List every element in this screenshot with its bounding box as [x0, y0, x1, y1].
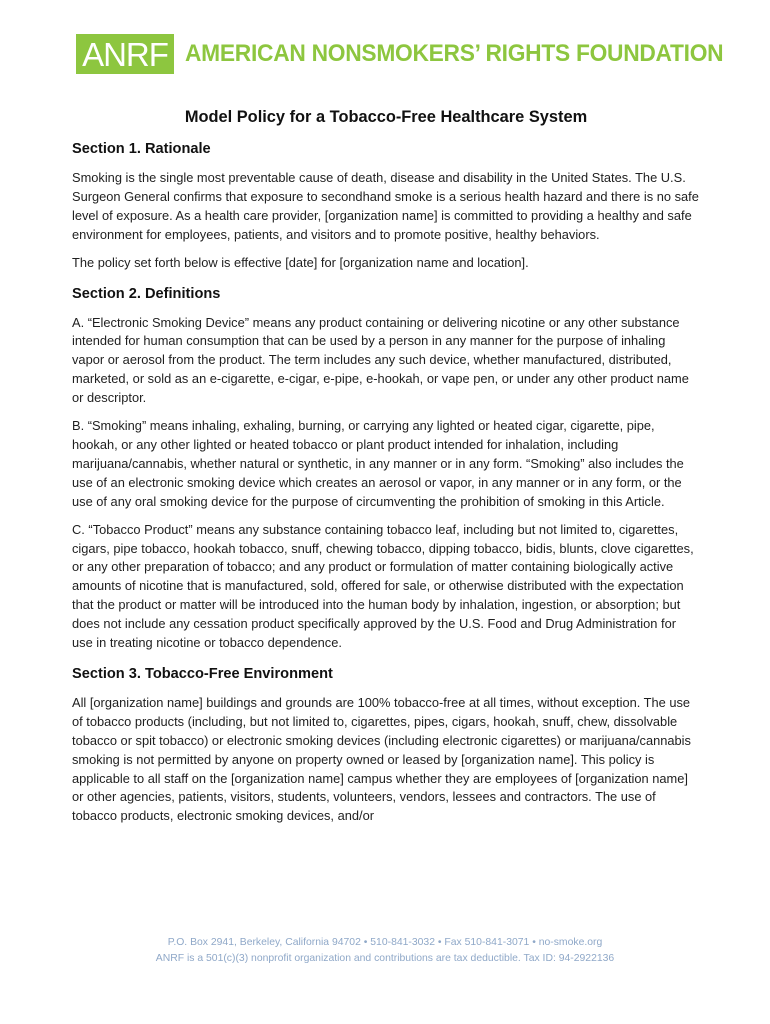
section-3-heading: Section 3. Tobacco-Free Environment — [72, 665, 333, 682]
section-3-paragraph-1: All [organization name] buildings and grounds are 100% tobacco-free at all times, without exception. The use of tobacco products (including, but not limited to, cigarettes, pipes, cigars, hookah, snuff, chew, dissolvable tobacco or spit tobacco) or electronic smoking devices (including electronic cigarettes) or marijuana/cannabis smoking is not permitted by anyone on property owned or leased by [organization name]. This policy is applicable to all staff on the [organization name] campus whether they are employees of [organization name] or other agencies, patients, visitors, students, volunteers, vendors, lessees and contractors. The use of tobacco products, electronic smoking devices, and/or — [72, 694, 691, 824]
definition-a: A. “Electronic Smoking Device” means any product containing or delivering nicotine or any other substance intended for human consumption that can be used by a person in any manner for the purpose of inhaling vapor or aerosol from the product. The term includes any such device, whether manufactured, distributed, marketed, or sold as an e-cigarette, e-cigar, e-pipe, e-hookah, or vape pen, or under any other product name or descriptor. — [72, 314, 689, 406]
definition-b: B. “Smoking” means inhaling, exhaling, burning, or carrying any lighted or heated cigar, cigarette, pipe, hookah, or any other lighted or heated tobacco or plant product intended for inhalation, including marijuana/cannabis, whether natural or synthetic, in any manner or in any form. “Smoking” also includes the use of an electronic smoking device which creates an aerosol or vapor, in any manner or in any form, or the use of any oral smoking device for the purpose of circumventing the prohibition of smoking in this Article. — [72, 418, 684, 509]
section-1-paragraph-1: Smoking is the single most preventable cause of death, disease and disability in the United States. The U.S. Surgeon General confirms that exposure to secondhand smoke is a serious health hazard and there is no safe level of exposure. As a health care provider, [organization name] is committed to providing a healthy and safe environment for employees, patients, and visitors and to promote positive, healthy behaviors. — [72, 170, 699, 242]
document-title: Model Policy for a Tobacco-Free Healthcare System — [184, 108, 588, 126]
organization-name: AMERICAN NONSMOKERS’ RIGHTS FOUNDATION — [185, 40, 724, 67]
footer-tax-line: ANRF is a 501(c)(3) nonprofit organization and contributions are tax deductible. Tax ID: 94-2922136 — [155, 953, 615, 964]
anrf-logo-mark: ANRF — [76, 34, 174, 74]
header-logo — [76, 34, 764, 74]
document-body — [72, 108, 700, 835]
definition-c: C. “Tobacco Product” means any substance containing tobacco leaf, including but not limited to, cigarettes, cigars, pipe tobacco, hookah tobacco, snuff, chewing tobacco, dipping tobacco, bidis, blunts, clove cigarettes, or any other preparation of tobacco; and any product or formulation of matter containing biologically active amounts of nicotine that is manufactured, sold, offered for sale, or otherwise distributed with the expectation that the product or matter will be introduced into the human body by inhalation, ingestion, or absorption; but does not include any cessation product specifically approved by the U.S. Food and Drug Administration for use in treating nicotine or tobacco dependence. — [72, 521, 694, 651]
section-2-heading: Section 2. Definitions — [72, 285, 221, 302]
page-footer — [0, 935, 770, 967]
section-1-heading: Section 1. Rationale — [72, 141, 211, 157]
footer-contact-line: P.O. Box 2941, Berkeley, California 94702 • 510-841-3032 • Fax 510-841-3071 • no-smoke.org — [167, 937, 603, 948]
section-1-paragraph-2: The policy set forth below is effective [date] for [organization name and location]. — [72, 254, 529, 270]
